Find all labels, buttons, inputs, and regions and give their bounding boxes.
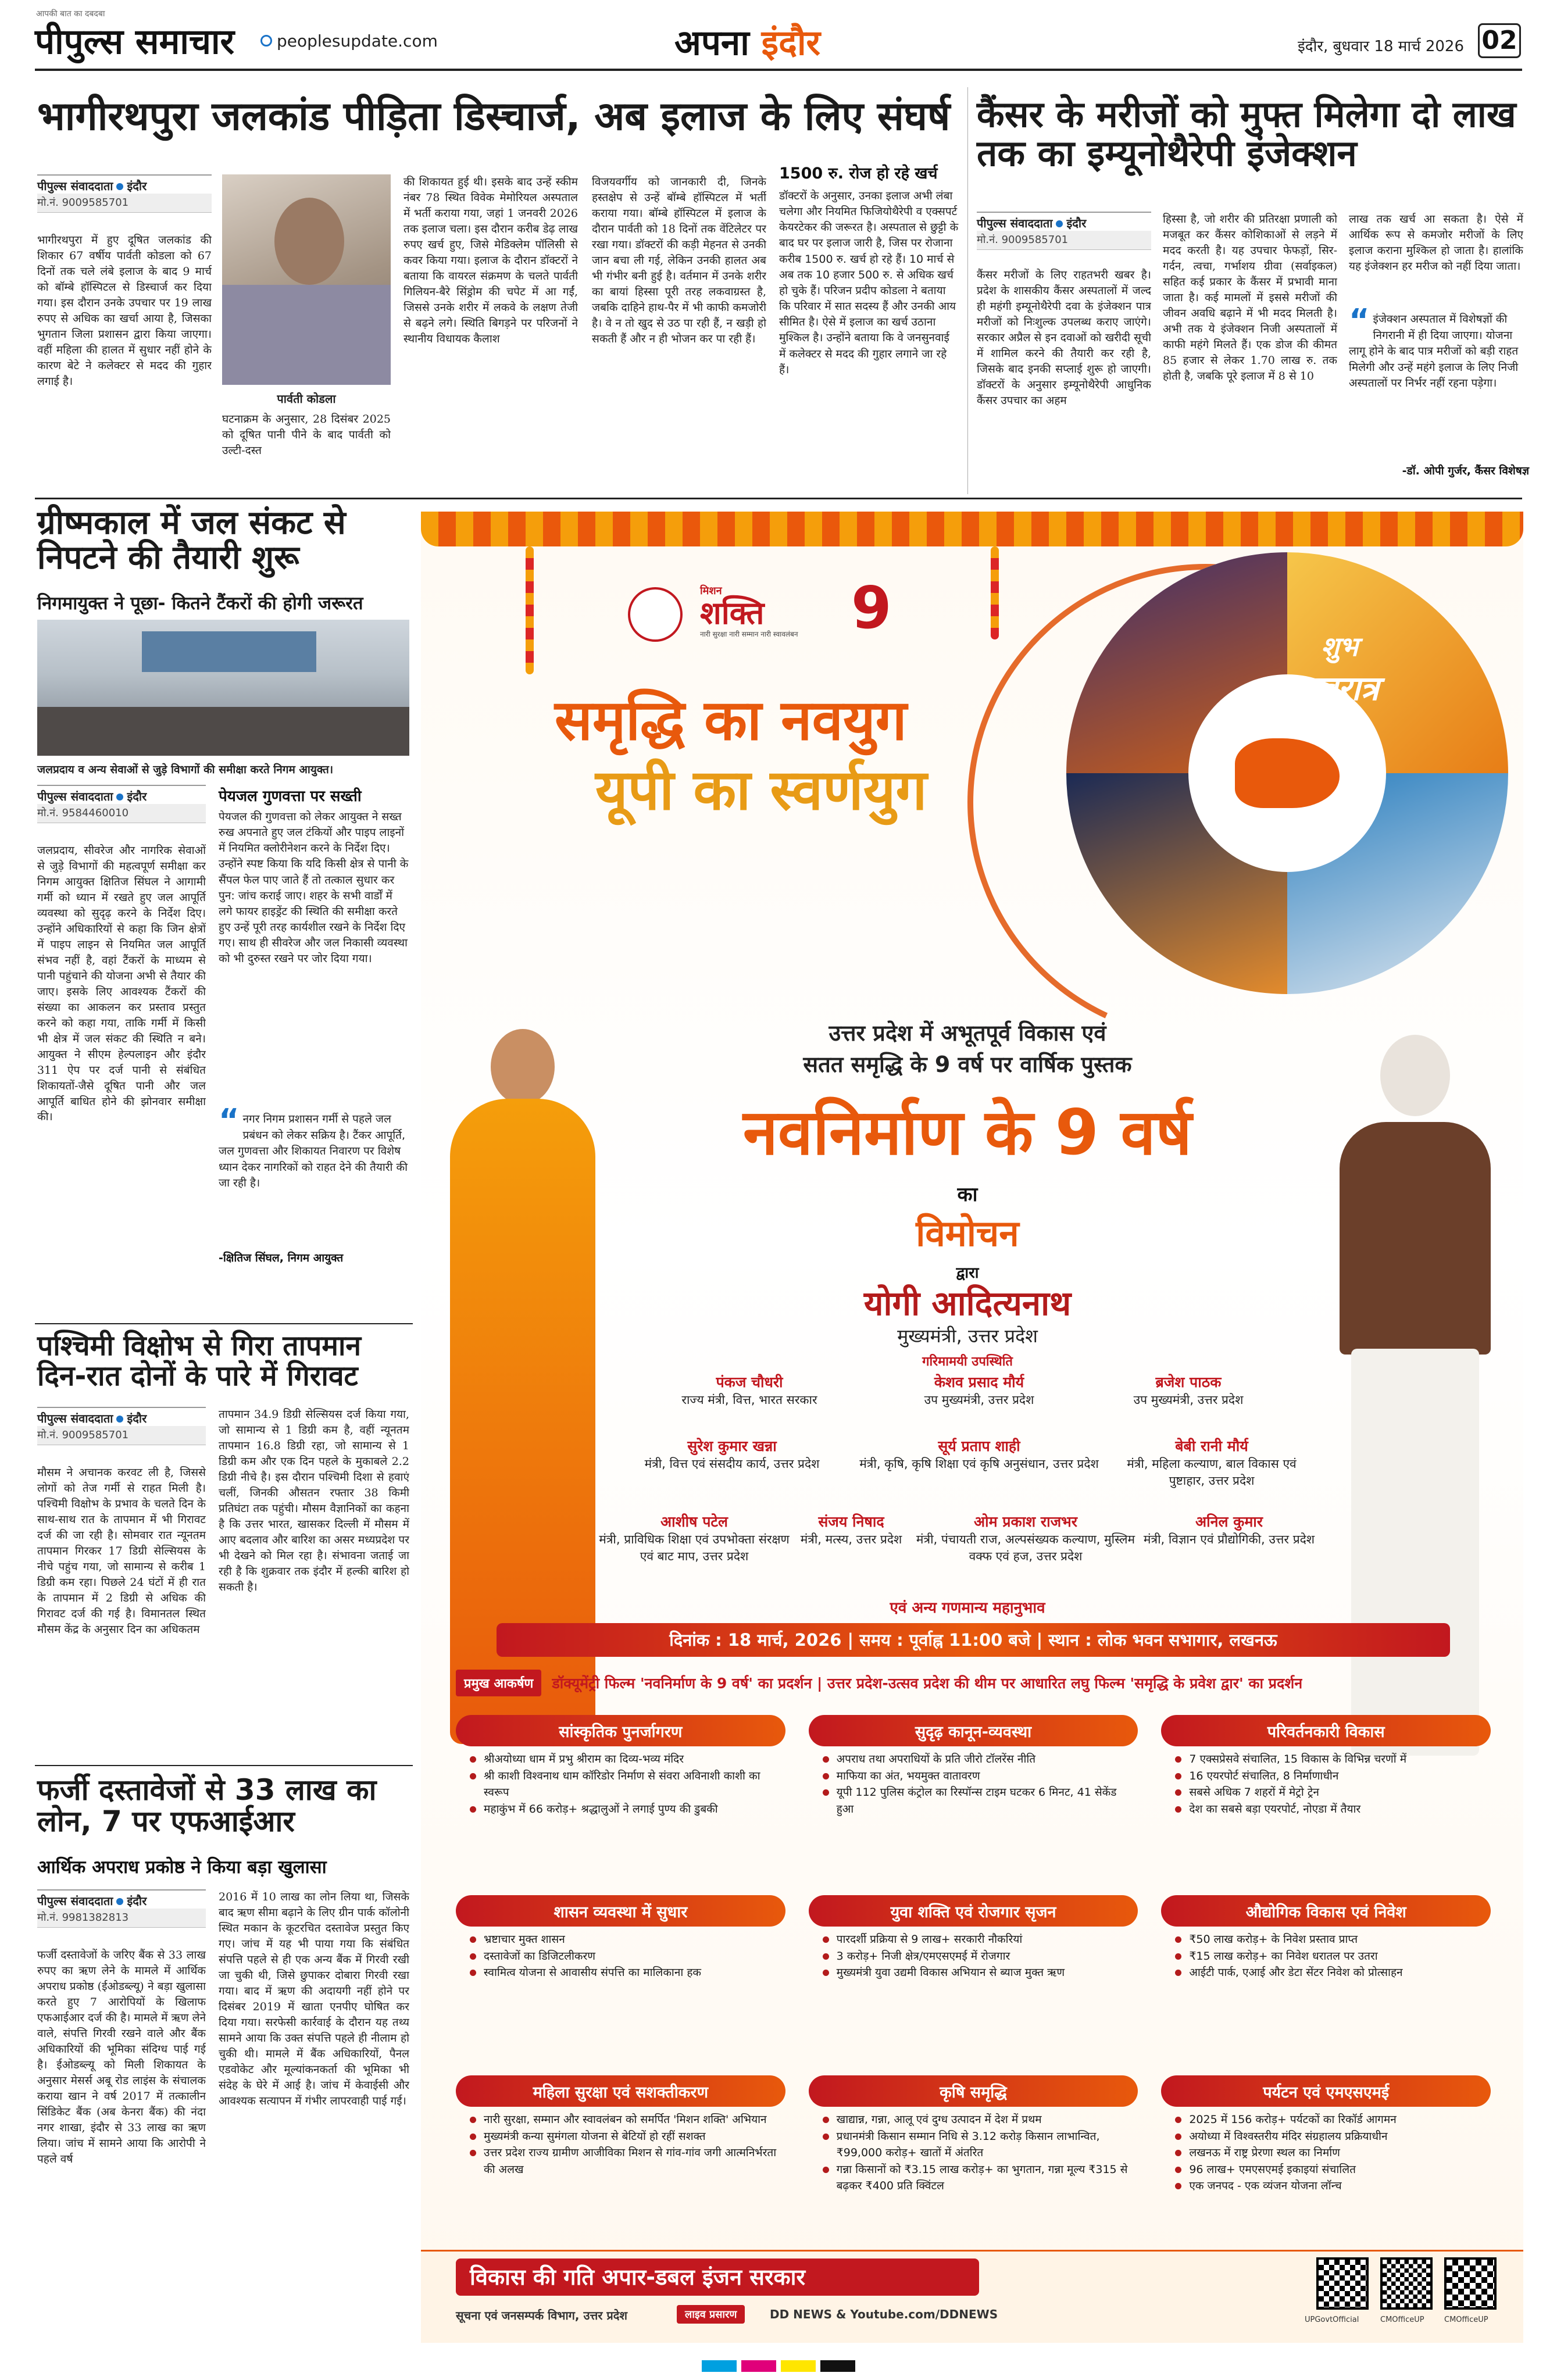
minister-8: संजय निषाद मंत्री, मत्स्य, उत्तर प्रदेश bbox=[800, 1513, 902, 1546]
qr-code-1[interactable] bbox=[1316, 2257, 1369, 2310]
story3-col2: पेयजल की गुणवत्ता को लेकर आयुक्त ने सख्त रुख अपनाते हुए जल टंकियों और पाइप लाइनों में नियमित क्लोरीनेशन करने के निर्देश दिए। उन्होंने स्पष्ट किया कि यदि किसी क्षेत्र से पानी के सैंपल फेल पाए जाते हैं तो तत्काल सुधार कर पुन: जांच कराई जाए। शहर के सभी वार्डों में लगे फायर हाइड्रेंट की स्थिति की समीक्षा करते हुए उन्हें पूरी तरह कार्यशील रखने के निर्देश दिए गए। साथ ही सीवरेज और जल निकासी व्यवस्था को भी दुरुस्त रखने पर जोर दिया गया। bbox=[219, 810, 409, 966]
bullet-dot bbox=[1056, 220, 1063, 227]
section-law-list: अपराध तथा अपराधियों के प्रति जीरो टॉलरेंस नीति माफिया का अंत, भयमुक्त वातावरण यूपी 112 पुलिस कंट्रोल का रिस्पॉन्स टाइम घटकर 6 मिनट, 41 सेकेंड हुआ bbox=[809, 1746, 1138, 1817]
story3-mobile: मो.नं. 9584460010 bbox=[37, 804, 206, 823]
story3-byline: पीपुल्स संवाददाता इंदौर bbox=[37, 785, 206, 804]
section-agriculture-list: खाद्यान्न, गन्ना, आलू एवं दुग्ध उत्पादन में देश में प्रथम प्रधानमंत्री किसान सम्मान निधि से 3.12 करोड़ किसान लाभान्वित, ₹99,000 करोड़+ खातों में अंतरित गन्ना किसानों को ₹3.15 लाख करोड़+ का भुगतान, गन्ना मूल्य ₹315 से बढ़कर ₹400 प्रति क्विंटल bbox=[809, 2107, 1138, 2195]
dateline: इंदौर, बुधवार 18 मार्च 2026 bbox=[1298, 38, 1464, 55]
story5-byline: पीपुल्स संवाददाता इंदौर bbox=[37, 1889, 206, 1909]
story1-photo-caption: पार्वती कोडला bbox=[277, 392, 336, 406]
up-govt-emblem bbox=[628, 587, 683, 642]
footer-dept: सूचना एवं जनसम्पर्क विभाग, उत्तर प्रदेश bbox=[456, 2308, 628, 2322]
section-tourism-list: 2025 में 156 करोड़+ पर्यटकों का रिकॉर्ड आगमन अयोध्या में विश्वस्तरीय मंदिर संग्रहालय प्रक्रियाधीन लखनऊ में राष्ट्र प्रेरणा स्थल का निर्माण 96 लाख+ एमएसएमई इकाइयां संचालित एक जनपद - एक व्यंजन योजना लॉन्च bbox=[1161, 2107, 1491, 2195]
quote-mark-icon: “ bbox=[219, 1102, 240, 1139]
story1-subhead: 1500 रु. रोज हो रहे खर्च bbox=[779, 165, 938, 183]
story1-col2: घटनाक्रम के अनुसार, 28 दिसंबर 2025 को दूषित पानी पीने के बाद पार्वती को उल्टी-दस्त bbox=[222, 413, 391, 457]
story4-headline: पश्चिमी विक्षोभ से गिरा तापमान दिन-रात दोनों के पारे में गिरावट bbox=[37, 1330, 362, 1392]
story5-col1: फर्जी दस्तावेजों के जरिए बैंक से 33 लाख रुपए का ऋण लेने के मामले में आर्थिक अपराध प्रकोष्ठ (ईओडब्ल्यू) ने बड़ा खुलासा करते हुए 7 आरोपियों के खिलाफ एफआईआर दर्ज की है। मामले में ऋण लेने वाले, संपत्ति गिरवी रखने वाले और बैंक अधिकारियों की भूमिका संदिग्ध पाई गई है। ईओडब्ल्यू को मिली शिकायत के अनुसार मेसर्स अबू रोड लाइंस के संचालक कराया खान ने वर्ष 2017 में तत्कालीन सिंडिकेट बैंक (अब केनरा बैंक) की नंदा नगर शाखा, इंदौर से 33 लाख का ऋण लिया। जांच में सामने आया कि आरोपी ने पहले वर्ष bbox=[37, 1949, 206, 2165]
section-youth-list: पारदर्शी प्रक्रिया से 9 लाख+ सरकारी नौकरियां 3 करोड़+ निजी क्षेत्र/एमएसएमई में रोजगार मुख्यमंत्री युवा उद्यमी विकास अभियान से ब्याज मुक्त ऋण bbox=[809, 1927, 1138, 1981]
ad-ka: का bbox=[957, 1183, 978, 1206]
minister-7: आशीष पटेल मंत्री, प्राविधिक शिक्षा एवं उपभोक्ता संरक्षण एवं बाट माप, उत्तर प्रदेश bbox=[599, 1513, 790, 1564]
attraction-row bbox=[456, 1668, 1514, 1698]
globe-icon bbox=[260, 35, 272, 47]
section-governance-list: भ्रष्टाचार मुक्त शासन दस्तावेजों का डिजिटलीकरण स्वामित्व योजना से आवासीय संपत्ति का मालिकाना हक bbox=[456, 1927, 785, 1981]
minister-5: सूर्य प्रताप शाही मंत्री, कृषि, कृषि शिक्षा एवं कृषि अनुसंधान, उत्तर प्रदेश bbox=[859, 1438, 1099, 1471]
color-registration-bar bbox=[35, 2360, 1522, 2372]
garland-string bbox=[526, 546, 534, 674]
paper-logo: पीपुल्स समाचार bbox=[35, 22, 235, 62]
qr-code-3[interactable] bbox=[1444, 2257, 1497, 2310]
story2-col2: हिस्सा है, जो शरीर की प्रतिरक्षा प्रणाली को मजबूत कर कैंसर कोशिकाओं से लड़ने में मदद करती है। यह उपचार फेफड़ों, सिर-गर्दन, त्वचा, गर्भाशय ग्रीवा (सर्वाइकल) सहित कई प्रकार के कैंसर में प्रभावी माना जाता है। कई मामलों में इससे मरीजों की जीवन अवधि बढ़ाने में भी मदद मिलती है। अभी तक ये इंजेक्शन निजी अस्पतालों में काफी महंगे मिलते हैं। एक डोज की कीमत 85 हजार से लेकर 1.70 लाख रु. तक होती है, जबकि पूरे इलाज में 8 से 10 bbox=[1163, 213, 1337, 383]
footer-channels: DD NEWS & Youtube.com/DDNEWS bbox=[770, 2307, 998, 2321]
story3-byline-block bbox=[37, 785, 206, 828]
ad-dwara: द्वारा bbox=[956, 1264, 979, 1282]
book-title: नवनिर्माण के 9 वर्ष bbox=[743, 1096, 1192, 1169]
story5-col2: 2016 में 10 लाख का लोन लिया था, जिसके बाद ऋण सीमा बढ़ाने के लिए ग्रीन पार्क कॉलोनी स्थित मकान के कूटरचित दस्तावेज प्रस्तुत किए गए। जांच में यह भी पाया गया कि संबंधित संपत्ति पहले से ही एक अन्य बैंक में गिरवी रखी जा चुकी थी, जिसे छुपाकर दोबारा गिरवी रखा गया। बाद में ऋण की अदायगी नहीं होने पर दिसंबर 2019 में खाता एनपीए घोषित कर दिया गया। सरफेसी कार्रवाई के दौरान यह तथ्य सामने आया कि उक्त संपत्ति पहले ही नीलाम हो चुकी थी। मामले में बैंक अधिकारियों, पैनल एडवोकेट और मूल्यांकनकर्ता की भूमिका भी संदेह के घेरे में आई है। जांच में केवाईसी और आवश्यक सत्यापन में गंभीर लापरवाही पाई गई। bbox=[219, 1891, 409, 2107]
bullet-dot bbox=[116, 1898, 123, 1905]
ad-vimochan: विमोचन bbox=[916, 1212, 1019, 1255]
story1-col5: डॉक्टरों के अनुसार, उनका इलाज अभी लंबा चलेगा और नियमित फिजियोथैरेपी व एक्सपर्ट केयरटेकर की जरूरत है। अस्पताल से छुट्टी के बाद घर पर इलाज जारी है, जिस पर रोजाना करीब 1500 रु. खर्च हो रहे हैं। 10 मार्च से अब तक 10 हजार 500 रु. से अधिक खर्च हो चुके हैं। परिजन प्रदीप कोडला ने बताया कि परिवार में सात सदस्य हैं और उनकी आय सीमित है। ऐसे में इलाज का खर्च उठाना मुश्किल है। उन्होंने बताया कि वे जनसुनवाई में कलेक्टर से मदद की गुहार लगाने जा रहे हैं। bbox=[779, 190, 959, 376]
story2-col1: कैंसर मरीजों के लिए राहतभरी खबर है। प्रदेश के शासकीय कैंसर अस्पतालों में जल्द ही महंगी इम्यूनोथैरेपी दवा के इंजेक्शन पात्र मरीजों को निःशुल्क उपलब्ध कराए जाएंगे। सरकार अप्रैल से इन दवाओं को खरीदी सूची में शामिल करने की तैयारी कर रही है, जिसके बाद इनकी सप्लाई शुरू हो जाएगी। डॉक्टरों के अनुसार इम्यूनोथैरेपी आधुनिक कैंसर उपचार का अहम bbox=[977, 269, 1151, 407]
others-line: एवं अन्य गणमान्य महानुभाव bbox=[890, 1599, 1045, 1617]
section-title-a: अपना bbox=[674, 23, 749, 63]
attraction-label: प्रमुख आकर्षण bbox=[456, 1670, 541, 1696]
footer-slogan: विकास की गति अपार-डबल इंजन सरकार bbox=[456, 2259, 979, 2296]
story4-col1: मौसम ने अचानक करवट ली है, जिससे लोगों को तेज गर्मी से राहत मिली है। पश्चिमी विक्षोभ के प्रभाव के चलते दिन के साथ-साथ रात के तापमान में भी गिरावट दर्ज की जा रही है। सोमवार रात न्यूनतम तापमान गिरकर 17 डिग्री सेल्सियस के नीचे पहुंच गया, जो सामान्य से करीब 1 डिग्री कम रहा। पिछले 24 घंटों में ही रात के तापमान में 2 डिग्री से अधिक की गिरावट दर्ज की गई है। विमानतल स्थित मौसम केंद्र के अनुसार दिन का अधिकतम bbox=[37, 1466, 206, 1636]
cm-name: योगी आदित्यनाथ bbox=[863, 1284, 1072, 1323]
ad-footer bbox=[421, 2250, 1523, 2343]
section-governance: शासन व्यवस्था में सुधार भ्रष्टाचार मुक्त शासन दस्तावेजों का डिजिटलीकरण स्वामित्व योजना से आवासीय संपत्ति का मालिकाना हक bbox=[456, 1895, 785, 2070]
logo-shakti: शक्ति bbox=[700, 595, 765, 631]
garland-string bbox=[991, 546, 999, 639]
story3-headline: ग्रीष्मकाल में जल संकट से निपटने की तैयारी शुरू bbox=[37, 504, 346, 577]
story5-headline: फर्जी दस्तावेजों से 33 लाख का लोन, 7 पर एफआईआर bbox=[37, 1773, 377, 1838]
divider bbox=[967, 87, 968, 494]
ad-headline-1: समृद्धि का नवयुग bbox=[555, 688, 907, 753]
minister-4: सुरेश कुमार खन्ना मंत्री, वित्त एवं संसदीय कार्य, उत्तर प्रदेश bbox=[644, 1438, 820, 1471]
meeting-table bbox=[37, 707, 409, 756]
section-development-list: 7 एक्सप्रेसवे संचालित, 15 विकास के विभिन्न चरणों में 16 एयरपोर्ट संचालित, 8 निर्माणाधीन सबसे अधिक 7 शहरों में मेट्रो ट्रेन देश का सबसे बड़ा एयरपोर्ट, नोएडा में तैयार bbox=[1161, 1746, 1491, 1817]
yogi-head bbox=[491, 1029, 555, 1105]
story2-mobile: मो.नं. 9009585701 bbox=[977, 231, 1151, 250]
section-rule bbox=[35, 1323, 413, 1324]
swatch-yellow bbox=[781, 2360, 816, 2372]
story2-byline-block bbox=[977, 212, 1151, 255]
minister-9: ओम प्रकाश राजभर मंत्री, पंचायती राज, अल्पसंख्यक कल्याण, मुस्लिम वक्फ एवं हज, उत्तर प्रदेश bbox=[916, 1513, 1135, 1564]
navratri-text bbox=[1264, 628, 1415, 710]
footer-live: लाइव प्रसारण bbox=[677, 2305, 745, 2324]
garland bbox=[421, 512, 1523, 546]
collage-circle bbox=[1066, 552, 1508, 994]
meeting-screens bbox=[142, 631, 316, 672]
navratri-shubh: शुभ bbox=[1321, 631, 1358, 662]
story5-byline-block bbox=[37, 1889, 206, 1932]
minister-3: ब्रजेश पाठक उप मुख्यमंत्री, उत्तर प्रदेश bbox=[1133, 1374, 1244, 1407]
section-industry-list: ₹50 लाख करोड़+ के निवेश प्रस्ताव प्राप्त ₹15 लाख करोड़+ का निवेश धरातल पर उतरा आईटी पार्क, एआई और डेटा सेंटर निवेश को प्रोत्साहन bbox=[1161, 1927, 1491, 1981]
story4-mobile: मो.नं. 9009585701 bbox=[37, 1426, 206, 1445]
section-title-b: इंदौर bbox=[761, 23, 821, 63]
section-youth: युवा शक्ति एवं रोजगार सृजन पारदर्शी प्रक्रिया से 9 लाख+ सरकारी नौकरियां 3 करोड़+ निजी क्षेत्र/एमएसएमई में रोजगार मुख्यमंत्री युवा उद्यमी विकास अभियान से ब्याज मुक्त ऋण bbox=[809, 1895, 1138, 2070]
story1-col1: भागीरथपुरा में हुए दूषित जलकांड की शिकार 67 वर्षीय पार्वती कोडला को 67 दिनों तक चले लंबे इलाज के बाद 9 मार्च को बॉम्बे हॉस्पिटल से डिस्चार्ज कर दिया गया। इस दौरान उनके उपचार पर 19 लाख रुपए से अधिक का खर्चा आया है, जिसका भुगतान जिला प्रशासन द्वारा किया जाएगा। वहीं महिला की हालत में सुधार नहीं होने के कारण बेटे ने कलेक्टर से मदद की गुहार लगाई है। bbox=[37, 234, 212, 388]
section-women: महिला सुरक्षा एवं सशक्तीकरण नारी सुरक्षा, सम्मान और स्वावलंबन को समर्पित 'मिशन शक्ति' अभियान मुख्यमंत्री कन्या सुमंगला योजना से बेटियों हो रहीं सशक्त उत्तर प्रदेश राज्य ग्रामीण आजीविका मिशन से गांव-गांव जगी आत्मनिर्भरता की अलख bbox=[456, 2075, 785, 2250]
story1-photo bbox=[222, 174, 391, 385]
navratri-word: नवरात्र bbox=[1300, 669, 1379, 708]
story2-headline: कैंसर के मरीजों को मुफ्त मिलेगा दो लाख तक का इम्यूनोथैरेपी इंजेक्शन bbox=[977, 93, 1516, 174]
website-link[interactable]: peoplesupdate.com bbox=[277, 31, 438, 51]
attraction-text: डॉक्यूमेंट्री फिल्म 'नवनिर्माण के 9 वर्ष' का प्रदर्शन | उत्तर प्रदेश-उत्सव प्रदेश की थीम पर आधारित लघु फिल्म 'समृद्धि के प्रवेश द्वार' का प्रदर्शन bbox=[552, 1675, 1303, 1692]
cm-title: मुख्यमंत्री, उत्तर प्रदेश bbox=[897, 1325, 1038, 1347]
handle-2: CMOfficeUP bbox=[1380, 2315, 1424, 2324]
story2-quote-author: -डॉ. ओपी गुर्जर, कैंसर विशेषज्ञ bbox=[1402, 464, 1529, 477]
story1-mobile: मो.नं. 9009585701 bbox=[37, 194, 212, 213]
masthead-tagline: आपकी बात का दबदबा bbox=[36, 9, 105, 19]
story3-subhead2: पेयजल गुणवत्ता पर सख्ती bbox=[219, 788, 362, 805]
story3-col1: जलप्रदाय, सीवरेज और नागरिक सेवाओं से जुड़े विभागों की महत्वपूर्ण समीक्षा कर निगम आयुक्त क्षितिज सिंघल ने आगामी गर्मी को ध्यान में रखते हुए जल आपूर्ति व्यवस्था को सुदृढ़ करने के निर्देश दिए। उन्होंने अधिकारियों से कहा कि जिन क्षेत्रों में पाइप लाइन से नियमित जल आपूर्ति संभव नहीं है, वहां टैंकरों के माध्यम से पानी पहुंचाने की योजना अभी से तैयार की जाए। इसके लिए आवश्यक टैंकरों की संख्या का आकलन कर प्रस्ताव प्रस्तुत करने को कहा गया, ताकि गर्मी में किसी भी क्षेत्र में जल संकट की स्थिति न बने। आयुक्त ने सीएम हेल्पलाइन और इंदौर 311 ऐप पर दर्ज पानी से संबंधित शिकायतों-जैसे दूषित पानी और जल आपूर्ति बाधित होने की झोनवार समीक्षा की। bbox=[37, 844, 206, 1124]
bullet-dot bbox=[116, 1416, 123, 1423]
story1-byline-block bbox=[37, 174, 212, 217]
story3-photo-caption: जलप्रदाय व अन्य सेवाओं से जुड़े विभागों की समीक्षा करते निगम आयुक्त। bbox=[37, 763, 334, 776]
swatch-cyan bbox=[702, 2360, 737, 2372]
minister-6: बेबी रानी मौर्य मंत्री, महिला कल्याण, बाल विकास एवं पुष्टाहार, उत्तर प्रदेश bbox=[1127, 1438, 1297, 1488]
handle-1: UPGovtOfficial bbox=[1305, 2315, 1359, 2324]
section-agriculture: कृषि समृद्धि खाद्यान्न, गन्ना, आलू एवं दुग्ध उत्पादन में देश में प्रथम प्रधानमंत्री किसान सम्मान निधि से 3.12 करोड़ किसान लाभान्वित, ₹99,000 करोड़+ खातों में अंतरित गन्ना किसानों को ₹3.15 लाख करोड़+ का भुगतान, गन्ना मूल्य ₹315 से बढ़कर ₹400 प्रति क्विंटल bbox=[809, 2075, 1138, 2250]
ad-intro-1: उत्तर प्रदेश में अभूतपूर्व विकास एवं bbox=[829, 1020, 1106, 1046]
patient-face bbox=[274, 198, 344, 285]
ad-panel bbox=[421, 512, 1523, 2343]
story2-col3: लाख तक खर्च आ सकता है। ऐसे में आर्थिक रूप से कमजोर मरीजों के लिए इलाज कराना मुश्किल हो जाता है। हालांकि यह इंजेक्शन हर मरीज को नहीं दिया जाता। bbox=[1349, 213, 1523, 273]
section-development: परिवर्तनकारी विकास 7 एक्सप्रेसवे संचालित, 15 विकास के विभिन्न चरणों में 16 एयरपोर्ट संचालित, 8 निर्माणाधीन सबसे अधिक 7 शहरों में मेट्रो ट्रेन देश का सबसे बड़ा एयरपोर्ट, नोएडा में तैयार bbox=[1161, 1715, 1491, 1889]
section-cultural: सांस्कृतिक पुनर्जागरण श्रीअयोध्या धाम में प्रभु श्रीराम का दिव्य-भव्य मंदिर श्री काशी विश्वनाथ धाम कॉरिडोर निर्माण से संवरा अविनाशी काशी का स्वरूप महाकुंभ में 66 करोड़+ श्रद्धालुओं ने लगाई पुण्य की डुबकी bbox=[456, 1715, 785, 1889]
masthead-rule bbox=[35, 69, 1522, 71]
bullet-dot bbox=[116, 794, 123, 801]
section-tourism: पर्यटन एवं एमएसएमई 2025 में 156 करोड़+ पर्यटकों का रिकॉर्ड आगमन अयोध्या में विश्वस्तरीय मंदिर संग्रहालय प्रक्रियाधीन लखनऊ में राष्ट्र प्रेरणा स्थल का निर्माण 96 लाख+ एमएसएमई इकाइयां संचालित एक जनपद - एक व्यंजन योजना लॉन्च bbox=[1161, 2075, 1491, 2250]
quote-mark-icon: “ bbox=[1349, 302, 1370, 339]
story1-byline: पीपुल्स संवाददाता इंदौर bbox=[37, 174, 212, 194]
handle-3: CMOfficeUP bbox=[1444, 2315, 1488, 2324]
modi-head bbox=[1380, 1035, 1450, 1116]
story3-quote-author: -क्षितिज सिंघल, निगम आयुक्त bbox=[219, 1252, 344, 1264]
ad-intro-2: सतत समृद्धि के 9 वर्ष पर वार्षिक पुस्तक bbox=[803, 1052, 1132, 1077]
bullet-dot bbox=[116, 183, 123, 190]
minister-2: केशव प्रसाद मौर्य उप मुख्यमंत्री, उत्तर प्रदेश bbox=[924, 1374, 1034, 1407]
nine-years-logo: 9 bbox=[851, 574, 892, 642]
section-women-list: नारी सुरक्षा, सम्मान और स्वावलंबन को समर्पित 'मिशन शक्ति' अभियान मुख्यमंत्री कन्या सुमंगला योजना से बेटियों हो रहीं सशक्त उत्तर प्रदेश राज्य ग्रामीण आजीविका मिशन से गांव-गांव जगी आत्मनिर्भरता की अलख bbox=[456, 2107, 785, 2178]
story4-byline-block bbox=[37, 1407, 206, 1450]
section-industry: औद्योगिक विकास एवं निवेश ₹50 लाख करोड़+ के निवेश प्रस्ताव प्राप्त ₹15 लाख करोड़+ का निवेश धरातल पर उतरा आईटी पार्क, एआई और डेटा सेंटर निवेश को प्रोत्साहन bbox=[1161, 1895, 1491, 2070]
story1-headline: भागीरथपुरा जलकांड पीड़िता डिस्चार्ज, अब इलाज के लिए संघर्ष bbox=[37, 94, 951, 140]
logo-mission: मिशन bbox=[700, 585, 722, 597]
minister-1: पंकज चौधरी राज्य मंत्री, वित्त, भारत सरकार bbox=[681, 1374, 817, 1407]
masthead bbox=[0, 0, 1557, 70]
minister-10: अनिल कुमार मंत्री, विज्ञान एवं प्रौद्योगिकी, उत्तर प्रदेश bbox=[1143, 1513, 1315, 1546]
section-law: सुदृढ़ कानून-व्यवस्था अपराध तथा अपराधियों के प्रति जीरो टॉलरेंस नीति माफिया का अंत, भयमुक्त वातावरण यूपी 112 पुलिस कंट्रोल का रिस्पॉन्स टाइम घटकर 6 मिनट, 41 सेकेंड हुआ bbox=[809, 1715, 1138, 1889]
story5-mobile: मो.नं. 9981382813 bbox=[37, 1909, 206, 1928]
modi-jacket bbox=[1340, 1122, 1491, 1355]
section-cultural-list: श्रीअयोध्या धाम में प्रभु श्रीराम का दिव्य-भव्य मंदिर श्री काशी विश्वनाथ धाम कॉरिडोर निर्माण से संवरा अविनाशी काशी का स्वरूप महाकुंभ में 66 करोड़+ श्रद्धालुओं ने लगाई पुण्य की डुबकी bbox=[456, 1746, 785, 1817]
ad-headline-2: यूपी का स्वर्णयुग bbox=[595, 757, 927, 823]
swatch-magenta bbox=[741, 2360, 776, 2372]
logo-sub: नारी सुरक्षा नारी सम्मान नारी स्वावलंबन bbox=[700, 630, 798, 638]
guests-label: गरिमामयी उपस्थिति bbox=[922, 1355, 1013, 1369]
section-title bbox=[674, 17, 820, 65]
pillow bbox=[222, 285, 391, 385]
page-number: 02 bbox=[1478, 23, 1521, 58]
story5-subhead: आर्थिक अपराध प्रकोष्ठ ने किया बड़ा खुलासा bbox=[37, 1857, 327, 1878]
story3-subhead: निगमायुक्त ने पूछा- कितने टैंकरों की होगी जरूरत bbox=[37, 593, 363, 614]
story2-byline: पीपुल्स संवाददाता इंदौर bbox=[977, 212, 1151, 231]
section-rule bbox=[35, 498, 1522, 499]
event-bar: दिनांक : 18 मार्च, 2026 | समय : पूर्वाह्न 11:00 बजे | स्थान : लोक भवन सभागार, लखनऊ bbox=[497, 1623, 1450, 1657]
story4-byline: पीपुल्स संवाददाता इंदौर bbox=[37, 1407, 206, 1426]
swatch-black bbox=[820, 2360, 855, 2372]
story1-col3: की शिकायत हुई थी। इसके बाद उन्हें स्कीम नंबर 78 स्थित विवेक मेमोरियल अस्पताल में भर्ती कराया गया, जहां 1 जनवरी 2026 तक इलाज चला। इस दौरान करीब डेढ़ लाख रुपए खर्च हुए, जिसे मेडिक्लेम पॉलिसी से कवर किया गया। इलाज के दौरान डॉक्टरों ने बताया कि वायरल संक्रमण के चलते पार्वती गिलियन-बैरे सिंड्रोम की चपेट में आ गईं, जिससे उनके शरीर में लकवे के लक्षण तेजी से बढ़ने लगे। स्थिति बिगड़ने पर परिजनों ने स्थानीय विधायक कैलाश bbox=[403, 176, 578, 345]
sections-grid bbox=[456, 1715, 1491, 2250]
section-rule bbox=[35, 1765, 413, 1766]
mission-shakti-logo bbox=[700, 584, 834, 648]
story3-quote: “ नगर निगम प्रशासन गर्मी से पहले जल प्रबंधन को लेकर सक्रिय है। टैंकर आपूर्ति, जल गुणवत्ता और शिकायत निवारण पर विशेष ध्यान देकर नागरिकों को राहत देने की तैयारी की जा रही है। bbox=[219, 1102, 408, 1190]
story3-photo bbox=[37, 620, 409, 756]
story4-col2: तापमान 34.9 डिग्री सेल्सियस दर्ज किया गया, जो सामान्य से 1 डिग्री कम है, वहीं न्यूनतम तापमान 16.8 डिग्री रहा, जो सामान्य से 1 डिग्री कम और एक दिन पहले के मुकाबले 2.2 डिग्री नीचे है। इस दौरान पश्चिमी दिशा से हवाएं चलीं, जिनकी औसतन रफ्तार 38 किमी प्रतिघंटा तक पहुंची। मौसम वैज्ञानिकों का कहना है कि उत्तर भारत, खासकर दिल्ली में मौसम में आए बदलाव और बारिश का असर मध्यप्रदेश पर भी देखने को मिल रहा है। संभावना जताई जा रही है कि शुक्रवार तक इंदौर में हल्की बारिश हो सकती है। bbox=[219, 1408, 409, 1593]
story1-col4: विजयवर्गीय को जानकारी दी, जिनके हस्तक्षेप से उन्हें बॉम्बे हॉस्पिटल में भर्ती कराया गया। बॉम्बे हॉस्पिटल में इलाज के दौरान पार्वती को 18 दिनों तक वेंटिलेटर पर रखा गया। डॉक्टरों की कड़ी मेहनत से उनकी जान बचा ली गई, लेकिन उनकी हालत अब भी गंभीर बनी हुई है। वर्तमान में उनके शरीर का बायां हिस्सा पूरी तरह लकवाग्रस्त है, जबकि दाहिने हाथ-पैर में भी काफी कमजोरी है। वे न तो खुद से उठ पा रही हैं, न खड़ी हो सकती हैं और न ही भोजन कर पा रही हैं। bbox=[592, 176, 766, 345]
qr-code-2[interactable] bbox=[1380, 2257, 1433, 2310]
story2-quote: “ इंजेक्शन अस्पताल में विशेषज्ञों की निगरानी में ही दिया जाएगा। योजना लागू होने के बाद पात्र मरीजों को बड़ी राहत मिलेगी और उन्हें महंगे इलाज के लिए निजी अस्पतालों पर निर्भर नहीं रहना पड़ेगा। bbox=[1349, 302, 1519, 390]
